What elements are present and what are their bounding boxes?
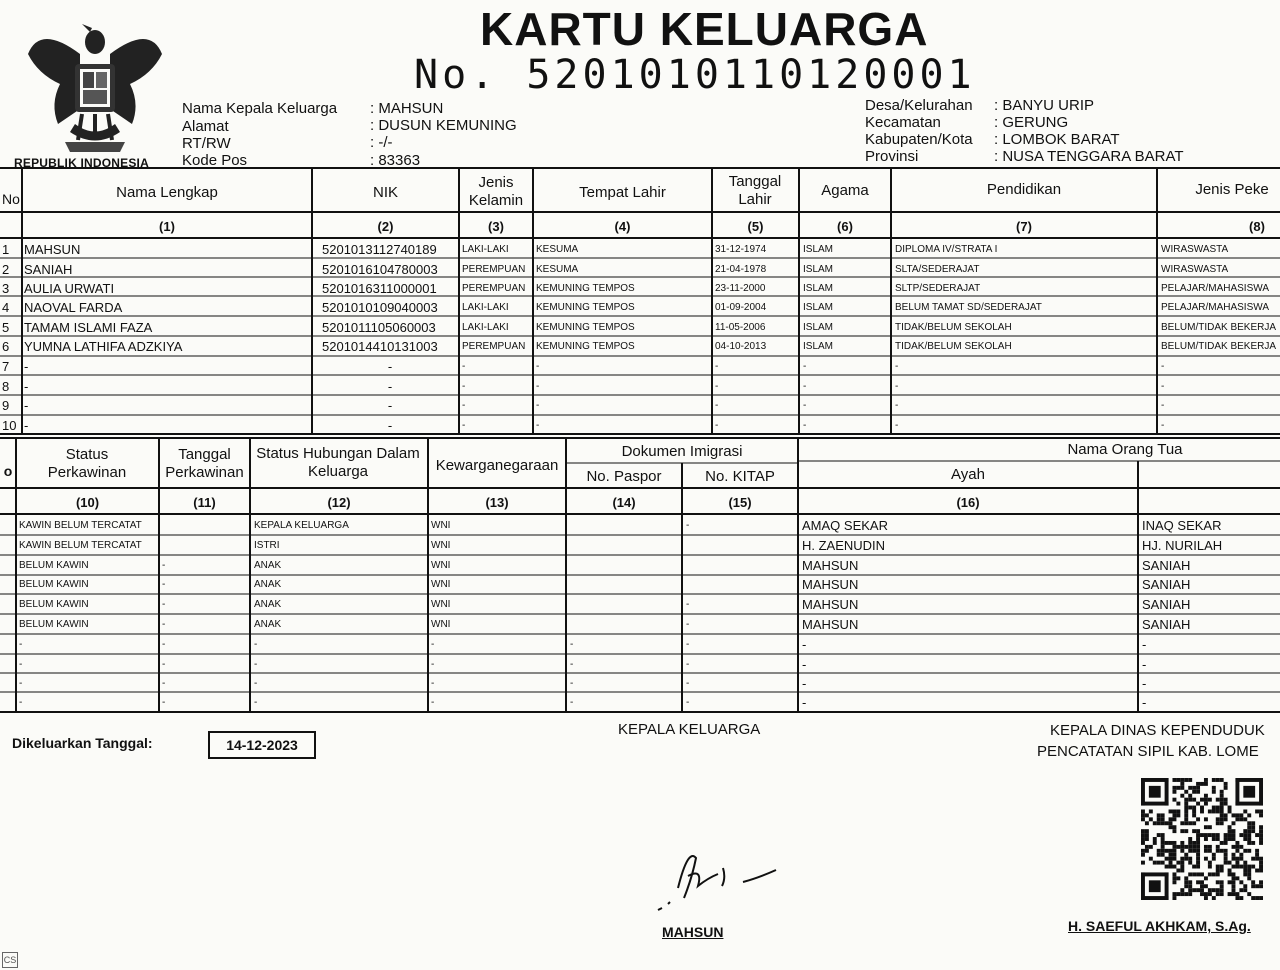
member-nama-cell: - xyxy=(24,418,29,433)
member-agama-cell: ISLAM xyxy=(803,302,834,313)
col-header-no-paspor: No. Paspor xyxy=(586,468,662,485)
status-paspor-cell: - xyxy=(570,639,574,650)
status-ayah-cell: - xyxy=(802,676,807,691)
header-label-kodepos: Kode Pos xyxy=(182,152,248,169)
col-header-pendidikan: Pendidikan xyxy=(986,181,1062,198)
member-nik-cell: 5201013112740189 xyxy=(322,242,437,257)
member-no-cell: 9 xyxy=(2,398,10,413)
status-ayah-cell: H. ZAENUDIN xyxy=(802,538,886,553)
status-ibu-cell: SANIAH xyxy=(1142,577,1191,592)
member-tanggal-cell: 04-10-2013 xyxy=(715,341,767,352)
member-nama-cell: - xyxy=(24,379,29,394)
member-tempat-cell: KEMUNING TEMPOS xyxy=(536,322,635,333)
status-ibu-cell: - xyxy=(1142,676,1147,691)
member-agama-cell: ISLAM xyxy=(803,264,834,275)
member-pekerjaan-cell: WIRASWASTA xyxy=(1161,264,1229,275)
status-ayah-cell: MAHSUN xyxy=(802,558,859,573)
col-number: (4) xyxy=(614,219,631,234)
member-nik-cell: 5201016311000001 xyxy=(322,281,437,296)
member-nama-cell: - xyxy=(24,359,29,374)
status-tgl-cell: - xyxy=(162,579,166,590)
member-nik-cell: - xyxy=(387,418,393,433)
member-tanggal-cell: - xyxy=(715,400,719,411)
status-kitap-cell: - xyxy=(686,619,690,630)
status-ibu-cell: HJ. NURILAH xyxy=(1142,538,1223,553)
member-no-cell: 5 xyxy=(2,320,10,335)
member-pendidikan-cell: SLTP/SEDERAJAT xyxy=(895,283,981,294)
official-title-line-1: KEPALA DINAS KEPENDUDUK xyxy=(1050,722,1265,739)
emblem-caption: REPUBLIK INDONESIA xyxy=(14,156,149,170)
member-nik-cell: 5201010109040003 xyxy=(322,300,438,315)
col-number: (13) xyxy=(485,495,509,510)
member-pendidikan-cell: - xyxy=(895,420,899,431)
member-pendidikan-cell: TIDAK/BELUM SEKOLAH xyxy=(895,341,1012,352)
header-label-kepala: Nama Kepala Keluarga xyxy=(182,100,338,117)
member-no-cell: 7 xyxy=(2,359,10,374)
member-tempat-cell: - xyxy=(536,361,540,372)
status-ibu-cell: INAQ SEKAR xyxy=(1142,518,1222,533)
header-label-provinsi: Provinsi xyxy=(865,148,919,165)
member-jk-cell: - xyxy=(462,381,466,392)
member-jk-cell: LAKI-LAKI xyxy=(462,322,509,333)
status-kw-cell: WNI xyxy=(431,579,451,590)
col-header-nama-orang-tua: Nama Orang Tua xyxy=(1067,441,1183,458)
member-jk-cell: PEREMPUAN xyxy=(462,283,526,294)
header-label-kabupaten: Kabupaten/Kota xyxy=(865,131,973,148)
head-of-family-title: KEPALA KELUARGA xyxy=(618,721,761,738)
status-tgl-cell: - xyxy=(162,697,166,708)
status-status-cell: - xyxy=(19,678,23,689)
header-value-alamat: : DUSUN KEMUNING xyxy=(370,117,517,134)
col-header-status-perkawinan: Status Perkawinan xyxy=(47,446,127,481)
member-tanggal-cell: - xyxy=(715,361,719,372)
member-nik-cell: 5201014410131003 xyxy=(322,339,438,354)
col-header-dokumen-imigrasi: Dokumen Imigrasi xyxy=(621,443,743,460)
member-nama-cell: - xyxy=(24,398,29,413)
col-number: (16) xyxy=(956,495,980,510)
member-jk-cell: - xyxy=(462,400,466,411)
col-header-no-kitap: No. KITAP xyxy=(705,468,775,485)
status-kitap-cell: - xyxy=(686,639,690,650)
status-ibu-cell: - xyxy=(1142,695,1147,710)
col-header-no: No xyxy=(2,191,20,207)
status-tgl-cell: - xyxy=(162,560,166,571)
member-no-cell: 8 xyxy=(2,379,10,394)
status-paspor-cell: - xyxy=(570,697,574,708)
member-pekerjaan-cell: - xyxy=(1161,381,1165,392)
header-label-rtrw: RT/RW xyxy=(182,135,231,152)
member-pendidikan-cell: TIDAK/BELUM SEKOLAH xyxy=(895,322,1012,333)
member-tempat-cell: KEMUNING TEMPOS xyxy=(536,341,635,352)
status-kw-cell: WNI xyxy=(431,540,451,551)
status-hubungan-cell: - xyxy=(254,639,258,650)
head-signature-icon xyxy=(648,838,798,918)
status-ibu-cell: SANIAH xyxy=(1142,558,1191,573)
status-kitap-cell: - xyxy=(686,659,690,670)
status-status-cell: KAWIN BELUM TERCATAT xyxy=(19,520,142,531)
col-header-tanggal-perkawinan: Tanggal Perkawinan xyxy=(165,446,244,481)
status-ayah-cell: AMAQ SEKAR xyxy=(802,518,888,533)
member-nik-cell: 5201016104780003 xyxy=(322,262,438,277)
member-jk-cell: PEREMPUAN xyxy=(462,341,526,352)
member-nik-cell: - xyxy=(387,379,393,394)
status-paspor-cell: - xyxy=(570,659,574,670)
member-tanggal-cell: 01-09-2004 xyxy=(715,302,767,313)
member-no-cell: 10 xyxy=(2,418,17,433)
status-paspor-cell: - xyxy=(570,678,574,689)
header-value-provinsi: : NUSA TENGGARA BARAT xyxy=(994,148,1184,165)
member-nik-cell: - xyxy=(387,398,393,413)
col-number: (8) xyxy=(1249,219,1265,234)
status-kw-cell: WNI xyxy=(431,560,451,571)
member-jk-cell: PEREMPUAN xyxy=(462,264,526,275)
col-number: (1) xyxy=(159,219,175,234)
head-of-family-name: MAHSUN xyxy=(662,924,724,940)
member-pekerjaan-cell: WIRASWASTA xyxy=(1161,244,1229,255)
header-label-kecamatan: Kecamatan xyxy=(865,114,941,131)
status-tgl-cell: - xyxy=(162,599,166,610)
col-header-tempat-lahir: Tempat Lahir xyxy=(579,184,666,201)
status-kitap-cell: - xyxy=(686,520,690,531)
col-header-no-2: o xyxy=(3,463,13,479)
member-tempat-cell: KEMUNING TEMPOS xyxy=(536,283,635,294)
status-status-cell: BELUM KAWIN xyxy=(19,619,89,630)
status-kitap-cell: - xyxy=(686,678,690,689)
status-kw-cell: - xyxy=(431,639,435,650)
col-number: (6) xyxy=(837,219,853,234)
status-status-cell: BELUM KAWIN xyxy=(19,599,89,610)
status-ibu-cell: SANIAH xyxy=(1142,597,1191,612)
member-agama-cell: - xyxy=(803,420,807,431)
issued-date-value: 14-12-2023 xyxy=(208,731,316,759)
status-hubungan-cell: ANAK xyxy=(254,560,282,571)
member-agama-cell: - xyxy=(803,400,807,411)
col-number: (3) xyxy=(488,219,504,234)
status-kw-cell: WNI xyxy=(431,619,451,630)
status-status-cell: BELUM KAWIN xyxy=(19,579,89,590)
status-status-cell: - xyxy=(19,659,23,670)
member-nama-cell: MAHSUN xyxy=(24,242,81,257)
member-agama-cell: ISLAM xyxy=(803,341,834,352)
member-agama-cell: - xyxy=(803,381,807,392)
status-tgl-cell: - xyxy=(162,659,166,670)
header-value-kecamatan: : GERUNG xyxy=(994,114,1069,131)
col-header-agama: Agama xyxy=(821,182,869,199)
member-tempat-cell: KEMUNING TEMPOS xyxy=(536,302,635,313)
status-status-cell: KAWIN BELUM TERCATAT xyxy=(19,540,142,551)
status-ayah-cell: MAHSUN xyxy=(802,577,859,592)
member-pekerjaan-cell: PELAJAR/MAHASISWA xyxy=(1161,283,1269,294)
status-ibu-cell: - xyxy=(1142,637,1147,652)
col-header-pekerjaan: Jenis Peke xyxy=(1195,181,1269,198)
member-tempat-cell: - xyxy=(536,400,540,411)
status-status-cell: - xyxy=(19,639,23,650)
status-hubungan-cell: ISTRI xyxy=(254,540,280,551)
col-number: (5) xyxy=(747,219,764,234)
member-agama-cell: ISLAM xyxy=(803,244,834,255)
qr-code-icon xyxy=(1140,778,1264,900)
member-no-cell: 1 xyxy=(2,242,10,257)
member-pekerjaan-cell: - xyxy=(1161,400,1165,411)
member-pendidikan-cell: BELUM TAMAT SD/SEDERAJAT xyxy=(895,302,1042,313)
col-number: (15) xyxy=(728,495,752,510)
status-tgl-cell: - xyxy=(162,619,166,630)
status-ayah-cell: - xyxy=(802,637,807,652)
status-ayah-cell: MAHSUN xyxy=(802,617,859,632)
status-hubungan-cell: ANAK xyxy=(254,579,282,590)
col-number: (2) xyxy=(377,219,394,234)
member-jk-cell: - xyxy=(462,361,466,372)
member-nama-cell: NAOVAL FARDA xyxy=(24,300,123,315)
col-number: (11) xyxy=(193,495,216,510)
official-title-line-2: PENCATATAN SIPIL KAB. LOME xyxy=(1037,743,1259,760)
member-tanggal-cell: 11-05-2006 xyxy=(715,322,766,333)
status-kw-cell: WNI xyxy=(431,520,451,531)
scanner-badge: CS xyxy=(2,952,18,968)
member-tanggal-cell: - xyxy=(715,420,719,431)
member-pendidikan-cell: DIPLOMA IV/STRATA I xyxy=(895,244,998,255)
member-nama-cell: YUMNA LATHIFA ADZKIYA xyxy=(24,339,183,354)
col-number: (14) xyxy=(612,495,636,510)
col-header-tanggal-lahir: Tanggal Lahir xyxy=(728,173,782,208)
member-nama-cell: TAMAM ISLAMI FAZA xyxy=(24,320,153,335)
document-title: KARTU KELUARGA xyxy=(480,3,929,55)
member-no-cell: 6 xyxy=(2,339,10,354)
status-kitap-cell: - xyxy=(686,599,690,610)
status-ayah-cell: - xyxy=(802,695,807,710)
member-agama-cell: ISLAM xyxy=(803,322,834,333)
member-pendidikan-cell: - xyxy=(895,400,899,411)
status-hubungan-cell: - xyxy=(254,659,258,670)
header-value-kabupaten: : LOMBOK BARAT xyxy=(994,131,1120,148)
header-value-kodepos: : 83363 xyxy=(370,152,421,169)
member-tempat-cell: - xyxy=(536,420,540,431)
member-pekerjaan-cell: PELAJAR/MAHASISWA xyxy=(1161,302,1269,313)
member-agama-cell: ISLAM xyxy=(803,283,834,294)
header-value-kepala: : MAHSUN xyxy=(370,100,444,117)
member-no-cell: 2 xyxy=(2,262,10,277)
status-hubungan-cell: - xyxy=(254,678,258,689)
member-nik-cell: - xyxy=(387,359,393,374)
member-pendidikan-cell: - xyxy=(895,361,899,372)
col-header-jenis-kelamin: Jenis Kelamin xyxy=(468,174,524,209)
member-tanggal-cell: - xyxy=(715,381,719,392)
member-nik-cell: 5201011105060003 xyxy=(322,320,436,335)
member-pendidikan-cell: SLTA/SEDERAJAT xyxy=(895,264,980,275)
official-name: H. SAEFUL AKHKAM, S.Ag. xyxy=(1068,918,1251,934)
status-kitap-cell: - xyxy=(686,697,690,708)
col-number: (7) xyxy=(1016,219,1032,234)
header-label-alamat: Alamat xyxy=(182,118,229,135)
header-value-desa: : BANYU URIP xyxy=(994,97,1095,114)
header-label-desa: Desa/Kelurahan xyxy=(865,97,973,114)
col-number: (10) xyxy=(75,495,100,510)
member-tanggal-cell: 31-12-1974 xyxy=(715,244,767,255)
member-tanggal-cell: 23-11-2000 xyxy=(715,283,766,294)
col-header-kewarganegaraan: Kewarganegaraan xyxy=(435,457,559,474)
status-tgl-cell: - xyxy=(162,678,166,689)
header-value-rtrw: : -/- xyxy=(370,134,393,151)
member-no-cell: 3 xyxy=(2,281,10,296)
member-agama-cell: - xyxy=(803,361,807,372)
member-tempat-cell: KESUMA xyxy=(536,264,579,275)
member-pendidikan-cell: - xyxy=(895,381,899,392)
status-hubungan-cell: ANAK xyxy=(254,599,282,610)
status-ibu-cell: SANIAH xyxy=(1142,617,1191,632)
document-number: No. 5201010110120001 xyxy=(414,52,976,98)
member-pekerjaan-cell: BELUM/TIDAK BEKERJA xyxy=(1161,322,1277,333)
status-kw-cell: - xyxy=(431,659,435,670)
status-hubungan-cell: - xyxy=(254,697,258,708)
status-status-cell: - xyxy=(19,697,23,708)
status-ayah-cell: MAHSUN xyxy=(802,597,859,612)
status-hubungan-cell: ANAK xyxy=(254,619,282,630)
member-jk-cell: LAKI-LAKI xyxy=(462,244,509,255)
member-pekerjaan-cell: - xyxy=(1161,361,1165,372)
member-tempat-cell: - xyxy=(536,381,540,392)
status-ibu-cell: - xyxy=(1142,657,1147,672)
status-kw-cell: WNI xyxy=(431,599,451,610)
col-header-nik: NIK xyxy=(372,184,398,201)
member-jk-cell: LAKI-LAKI xyxy=(462,302,509,313)
member-nama-cell: SANIAH xyxy=(24,262,73,277)
member-jk-cell: - xyxy=(462,420,466,431)
member-nama-cell: AULIA URWATI xyxy=(24,281,115,296)
col-number: (12) xyxy=(327,495,351,510)
status-tgl-cell: - xyxy=(162,639,166,650)
member-pekerjaan-cell: BELUM/TIDAK BEKERJA xyxy=(1161,341,1277,352)
member-pekerjaan-cell: - xyxy=(1161,420,1165,431)
col-header-nama: Nama Lengkap xyxy=(116,184,218,201)
status-status-cell: BELUM KAWIN xyxy=(19,560,89,571)
status-kw-cell: - xyxy=(431,678,435,689)
col-header-ayah: Ayah xyxy=(951,466,985,483)
member-tanggal-cell: 21-04-1978 xyxy=(715,264,767,275)
status-ayah-cell: - xyxy=(802,657,807,672)
member-no-cell: 4 xyxy=(2,300,10,315)
col-header-status-hubungan: Status Hubungan Dalam Keluarga xyxy=(256,445,420,480)
member-tempat-cell: KESUMA xyxy=(536,244,579,255)
status-hubungan-cell: KEPALA KELUARGA xyxy=(254,520,349,531)
status-kw-cell: - xyxy=(431,697,435,708)
issued-date-label: Dikeluarkan Tanggal: xyxy=(12,735,153,751)
